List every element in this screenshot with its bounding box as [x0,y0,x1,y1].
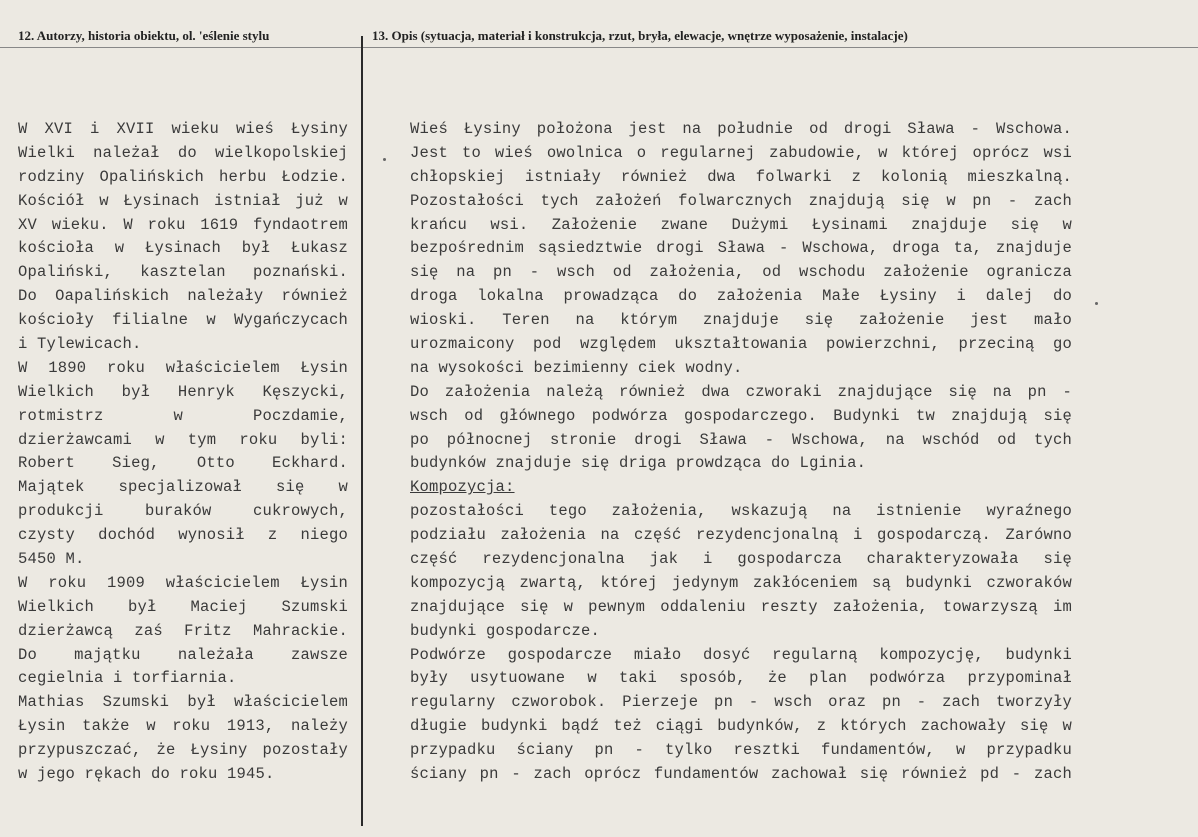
description-text-line: krańcu wsi. Założenie zwane Dużymi Łysinami znajduje się w [410,215,1072,234]
description-text-line: Jest to wieś owolnica o regularnej zabudowie, w której oprócz wsi [410,143,1072,162]
description-text-line: regularny czworobok. Pierzeje pn - wsch oraz pn - zach tworzyły [410,693,1072,712]
history-text-line: Wielki należał do wielkopolskiej [18,143,348,162]
description-text-line: znajdujące się w pewnym oddaleniu reszty założenia, towarzyszą im [410,597,1072,616]
history-text-line: Majątek specjalizował się w [18,478,348,497]
description-text-line: ściany pn - zach oprócz fundamentów zachował się również pd - zach [410,765,1072,784]
history-text-line: kościoły filialne w Wygańczycach [18,311,348,330]
history-text-line: w jego rękach do roku 1945. [18,765,275,784]
paper-speck [1095,302,1098,305]
history-text-line: kościoła w Łysinach był Łukasz [18,239,348,258]
description-text-line: chłopskiej istniały również dwa folwarki z kolonią mieszkalną. [410,167,1072,186]
section-13-heading: 13. Opis (sytuacja, materiał i konstrukcja, rzut, bryła, elewacje, wnętrze wyposażenie, instalacje) [372,28,908,43]
description-text-line: wioski. Teren na którym znajduje się założenie jest mało [410,311,1072,330]
history-text-line: cegielnia i torfiarnia. [18,669,237,688]
history-text-line: i Tylewicach. [18,335,142,354]
description-text-line: Podwórze gospodarcze miało dosyć regularną kompozycję, budynki [410,645,1072,664]
description-text-line: były usytuowane w taki sposób, że plan podwórza przypominał [410,669,1072,688]
description-text-line: na wysokości bezimienny ciek wodny. [410,358,743,377]
description-text-line: urozmaicony pod względem ukształtowania powierzchni, przeciną go [410,335,1072,354]
history-text-line: dzierżawcami w tym roku byli: [18,430,348,449]
history-text-line: W XVI i XVII wieku wieś Łysiny [18,120,348,138]
header-rule [0,47,1198,48]
history-text-line: dzierżawcą zaś Fritz Mahrackie. [18,621,348,640]
history-text-line: rodziny Opalińskich herbu Łodzie. [18,167,348,186]
description-text-line: wsch od głównego podwórza gospodarczego. Budynki tw znajdują się [410,406,1072,425]
section-12-heading: 12. Autorzy, historia obiektu, ol. 'eślenie stylu [18,28,270,43]
description-text-line: budynków znajduje się driga prowdząca do Lginia. [410,454,867,473]
history-text-line: Do Oapalińskich należały również [18,287,348,306]
description-text-line: budynki gospodarcze. [410,621,601,640]
history-text-line: Do majątku należała zawsze [18,645,348,664]
description-text-line: Kompozycja: [410,478,515,497]
description-text-line: droga lokalna prowadząca do założenia Małe Łysiny i dalej do [410,287,1072,306]
description-text-line: Do założenia należą również dwa czworaki znajdujące się na pn - [410,382,1072,401]
description-column [410,118,1072,787]
history-text-line: Robert Sieg, Otto Eckhard. [18,454,348,473]
paper-speck [383,158,386,161]
history-text-line: Łysin także w roku 1913, należy [18,717,348,736]
description-text-line: się na pn - wsch od założenia, od wschodu założenie ogranicza [410,263,1072,282]
history-text-line: Wielkich był Henryk Kęszycki, [18,382,348,401]
history-text-line: W roku 1909 właścicielem Łysin [18,573,348,592]
history-text-line: W 1890 roku właścicielem Łysin [18,358,348,377]
history-text-line: czysty dochód wynosił z niego [18,526,348,545]
description-text-line: kompozycją zwartą, której jedynym zakłóceniem są budynki czworaków [410,573,1072,592]
history-text-line: Mathias Szumski był właścicielem [18,693,348,712]
column-divider [361,36,363,826]
history-text-line: 5450 M. [18,550,85,569]
history-text-line: Wielkich był Maciej Szumski [18,597,348,616]
description-text-line: podziału założenia na część rezydencjonalną i gospodarczą. Zarówno [410,526,1072,545]
history-text-line: przypuszczać, że Łysiny pozostały [18,741,348,760]
history-text-line: XV wieku. W roku 1619 fyndaotrem [18,215,348,234]
description-text-line: po północnej stronie drogi Sława - Wschowa, na wschód od tych [410,430,1072,449]
history-text-line: produkcji buraków cukrowych, [18,502,348,521]
description-text-line: długie budynki bądź też ciągi budynków, z których zachowały się w [410,717,1072,736]
description-text-line: Pozostałości tych założeń folwarcznych znajdują się w pn - zach [410,191,1072,210]
history-text-line: Opaliński, kasztelan poznański. [18,263,348,282]
description-text-line: Wieś Łysiny położona jest na południe od drogi Sława - Wschowa. [410,120,1072,138]
history-column [18,118,348,787]
description-text-line: przypadku ściany pn - tylko resztki fundamentów, w przypadku [410,741,1072,760]
description-text-line: pozostałości tego założenia, wskazują na istnienie wyraźnego [410,502,1072,521]
description-text-line: bezpośrednim sąsiedztwie drogi Sława - Wschowa, droga ta, znajduje [410,239,1072,258]
description-text-line: część rezydencjonalna jak i gospodarcza charakteryzowała się [410,550,1072,569]
history-text-line: rotmistrz w Poczdamie, [18,406,348,425]
history-text-line: Kościół w Łysinach istniał już w [18,191,348,210]
